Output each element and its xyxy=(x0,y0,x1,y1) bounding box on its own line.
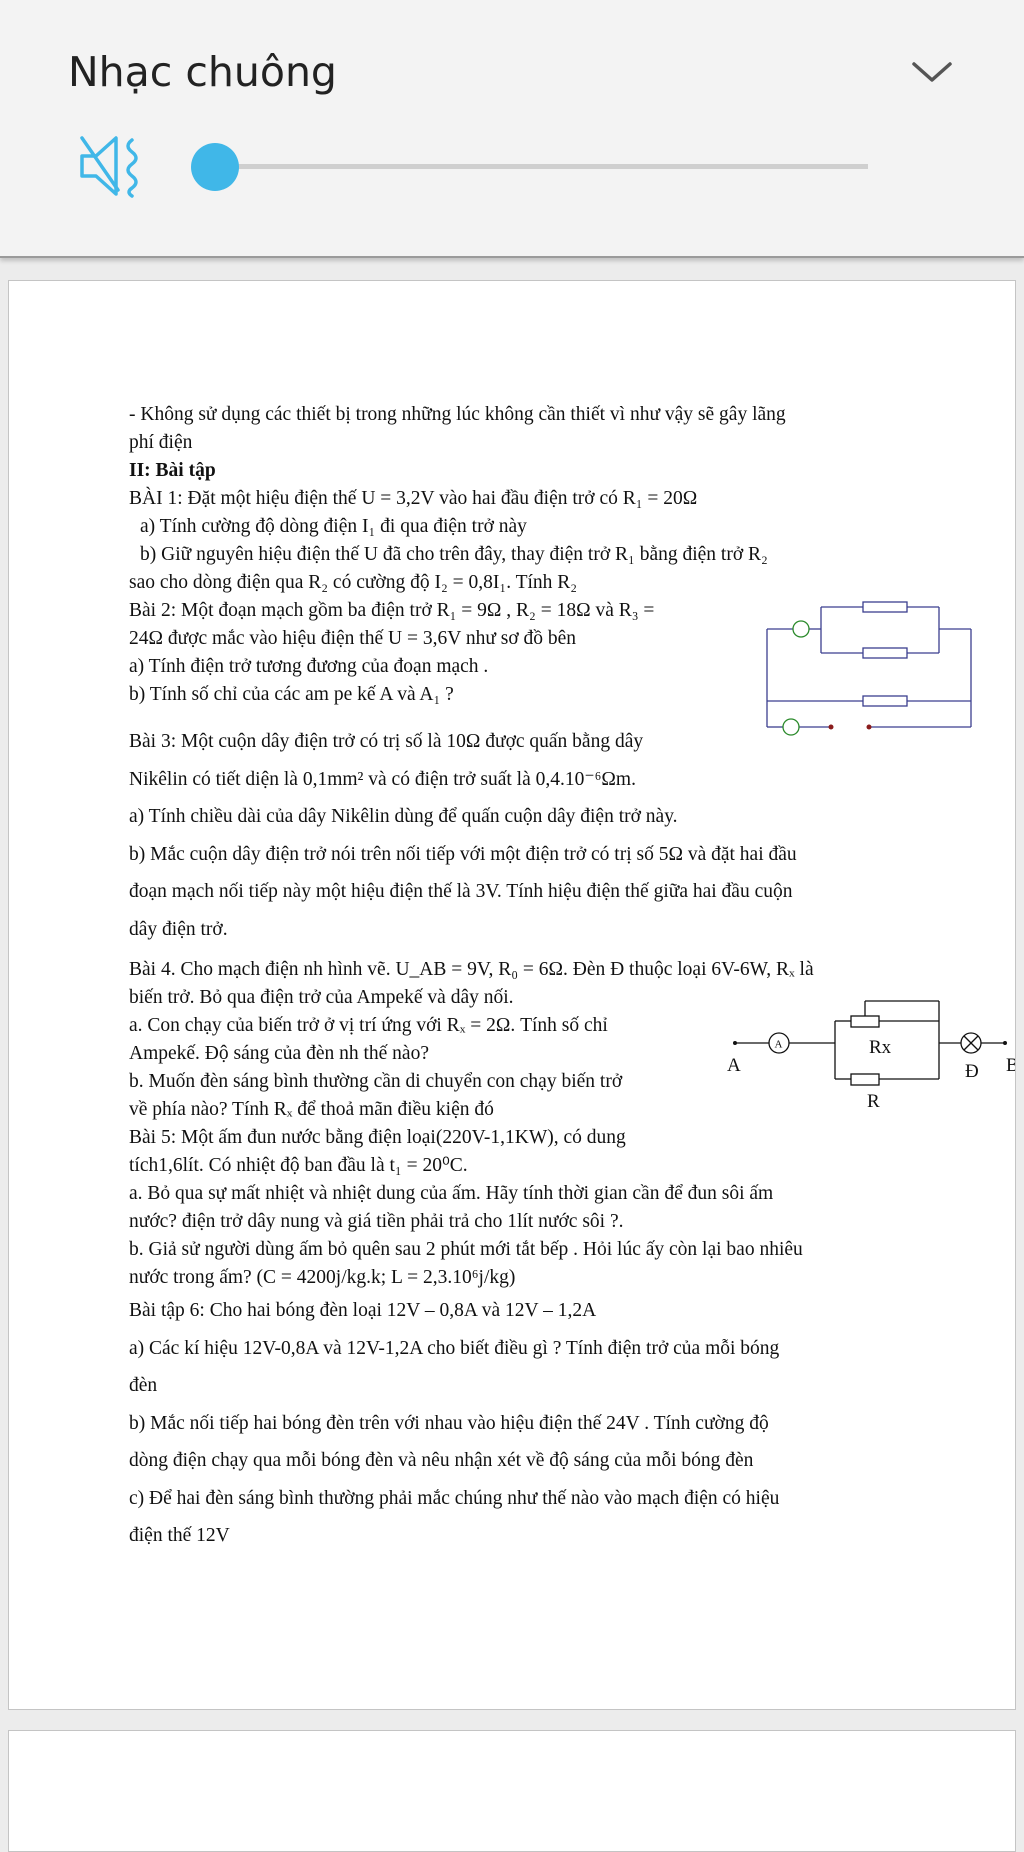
doc-line: sao cho dòng điện qua R₂ có cường độ I₂ = 0,8I₁. Tính R₂ xyxy=(129,572,578,593)
doc-line: a) Tính chiều dài của dây Nikêlin dùng để quấn cuộn dây điện trở này. xyxy=(129,806,678,827)
doc-line: điện thế 12V xyxy=(129,1525,230,1546)
doc-line: Ampekế. Độ sáng của đèn nh thế nào? xyxy=(129,1043,429,1064)
doc-line: II: Bài tập xyxy=(129,460,216,481)
doc-line: nước? điện trở dây nung và giá tiền phải trả cho 1lít nước sôi ?. xyxy=(129,1211,624,1232)
circuit-diagram-rheostat xyxy=(725,997,1019,1107)
doc-line: a. Bỏ qua sự mất nhiệt và nhiệt dung của ấm. Hãy tính thời gian cần để đun sôi ấm xyxy=(129,1183,774,1204)
doc-line: b) Mắc nối tiếp hai bóng đèn trên với nhau vào hiệu điện thế 24V . Tính cường độ xyxy=(129,1412,769,1434)
doc-line: b. Giả sử người dùng ấm bỏ quên sau 2 phút mới tắt bếp . Hỏi lúc ấy còn lại bao nhiêu xyxy=(129,1239,803,1260)
lamp-label: Đ xyxy=(965,1061,979,1082)
doc-line: dòng điện chạy qua mỗi bóng đèn và nêu nhận xét về độ sáng của mỗi bóng đèn xyxy=(129,1450,754,1471)
volume-panel-title: Nhạc chuông xyxy=(68,48,337,96)
doc-line: Nikêlin có tiết diện là 0,1mm² và có điện trở suất là 0,4.10⁻⁶Ωm. xyxy=(129,768,636,790)
doc-line: a) Tính cường độ dòng điện I₁ đi qua điện trở này xyxy=(140,516,527,537)
doc-line: tích1,6lít. Có nhiệt độ ban đầu là t₁ = 20⁰C. xyxy=(129,1155,468,1176)
doc-line: biến trở. Bỏ qua điện trở của Ampekế và dây nối. xyxy=(129,987,514,1008)
resistor-label: R xyxy=(867,1091,880,1107)
doc-line: b. Muốn đèn sáng bình thường cần di chuyển con chạy biến trở xyxy=(129,1071,623,1092)
chevron-down-icon[interactable] xyxy=(908,54,956,90)
doc-line: Bài 2: Một đoạn mạch gồm ba điện trở R₁ = 9Ω , R₂ = 18Ω và R₃ = xyxy=(129,600,655,621)
doc-line: c) Để hai đèn sáng bình thường phải mắc chúng như thế nào vào mạch điện có hiệu xyxy=(129,1487,780,1509)
doc-line: dây điện trở. xyxy=(129,918,228,940)
doc-line: về phía nào? Tính Rₓ để thoả mãn điều kiện đó xyxy=(129,1099,494,1120)
volume-slider-track[interactable] xyxy=(236,164,868,169)
doc-line: a) Các kí hiệu 12V-0,8A và 12V-1,2A cho biết điều gì ? Tính điện trở của mỗi bóng xyxy=(129,1337,780,1359)
doc-line: đoạn mạch nối tiếp này một hiệu điện thế là 3V. Tính hiệu điện thế giữa hai đầu cuộn xyxy=(129,881,793,902)
node-b-label: B xyxy=(1006,1055,1019,1076)
doc-line: đèn xyxy=(129,1375,158,1396)
node-a-label: A xyxy=(727,1055,741,1076)
doc-line: phí điện xyxy=(129,432,193,453)
doc-line: Bài 4. Cho mạch điện nh hình vẽ. U_AB = 9V, R₀ = 6Ω. Đèn Đ thuộc loại 6V-6W, Rₓ là xyxy=(129,959,814,980)
volume-mute-icon[interactable] xyxy=(78,134,150,198)
doc-line: Bài tập 6: Cho hai bóng đèn loại 12V – 0,8A và 12V – 1,2A xyxy=(129,1300,597,1321)
document-page xyxy=(8,280,1019,1710)
doc-line: b) Tính số chỉ của các am pe kế A và A₁ ? xyxy=(129,684,454,705)
ammeter-label: A xyxy=(774,1038,783,1051)
doc-line: - Không sử dụng các thiết bị trong những lúc không cần thiết vì như vậy sẽ gây lãng xyxy=(129,404,786,425)
doc-line: b) Mắc cuộn dây điện trở nói trên nối tiếp với một điện trở có trị số 5Ω và đặt hai đầu xyxy=(129,843,797,865)
volume-panel xyxy=(0,0,1024,258)
doc-line: BÀI 1: Đặt một hiệu điện thế U = 3,2V vào hai đầu điện trở có R₁ = 20Ω xyxy=(129,488,698,509)
volume-slider-thumb[interactable] xyxy=(191,143,239,191)
doc-line: 24Ω được mắc vào hiệu điện thế U = 3,6V như sơ đồ bên xyxy=(129,628,577,649)
doc-line: nước trong ấm? (C = 4200j/kg.k; L = 2,3.10⁶j/kg) xyxy=(129,1267,516,1288)
rheostat-label: Rx xyxy=(869,1037,892,1058)
document-text xyxy=(129,401,909,1555)
circuit-diagram-parallel xyxy=(761,599,979,739)
document-page-next xyxy=(8,1730,1016,1852)
doc-line: Bài 3: Một cuộn dây điện trở có trị số là 10Ω được quấn bằng dây xyxy=(129,731,644,752)
doc-line: b) Giữ nguyên hiệu điện thế U đã cho trên đây, thay điện trở R₁ bằng điện trở R₂ xyxy=(140,544,768,565)
doc-line: a) Tính điện trở tương đương của đoạn mạch . xyxy=(129,656,489,677)
doc-line: Bài 5: Một ấm đun nước bằng điện loại(220V-1,1KW), có dung xyxy=(129,1127,626,1148)
doc-line: a. Con chạy của biến trở ở vị trí ứng với Rₓ = 2Ω. Tính số chỉ xyxy=(129,1015,608,1036)
